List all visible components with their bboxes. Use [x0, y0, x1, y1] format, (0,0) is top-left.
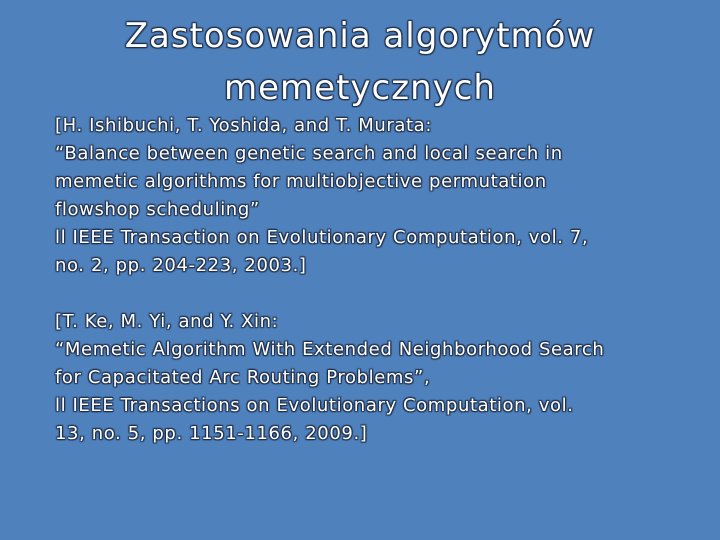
slide-title-line-2: memetycznych [224, 68, 496, 108]
reference-2-line-4: ll IEEE Transactions on Evolutionary Computation, vol. [55, 395, 574, 416]
reference-2-line-1: [T. Ke, M. Yi, and Y. Xin: [55, 311, 279, 332]
reference-2 [55, 308, 695, 448]
reference-1-line-3: memetic algorithms for multiobjective permutation [55, 171, 547, 192]
slide-body [55, 112, 695, 448]
reference-1-line-6: no. 2, pp. 204-223, 2003.] [55, 255, 307, 276]
reference-2-line-5: 13, no. 5, pp. 1151-1166, 2009.] [55, 423, 368, 444]
reference-1-line-4: flowshop scheduling” [55, 199, 260, 220]
reference-1-line-1: [H. Ishibuchi, T. Yoshida, and T. Murata: [55, 115, 432, 136]
reference-1-line-5: ll IEEE Transaction on Evolutionary Computation, vol. 7, [55, 227, 589, 248]
reference-1-line-2: “Balance between genetic search and local search in [55, 143, 563, 164]
reference-2-line-3: for Capacitated Arc Routing Problems”, [55, 367, 431, 388]
slide-title-line-1: Zastosowania algorytmów [124, 16, 596, 56]
reference-2-line-2: “Memetic Algorithm With Extended Neighborhood Search [55, 339, 605, 360]
slide-title [40, 10, 680, 114]
reference-1 [55, 112, 695, 280]
